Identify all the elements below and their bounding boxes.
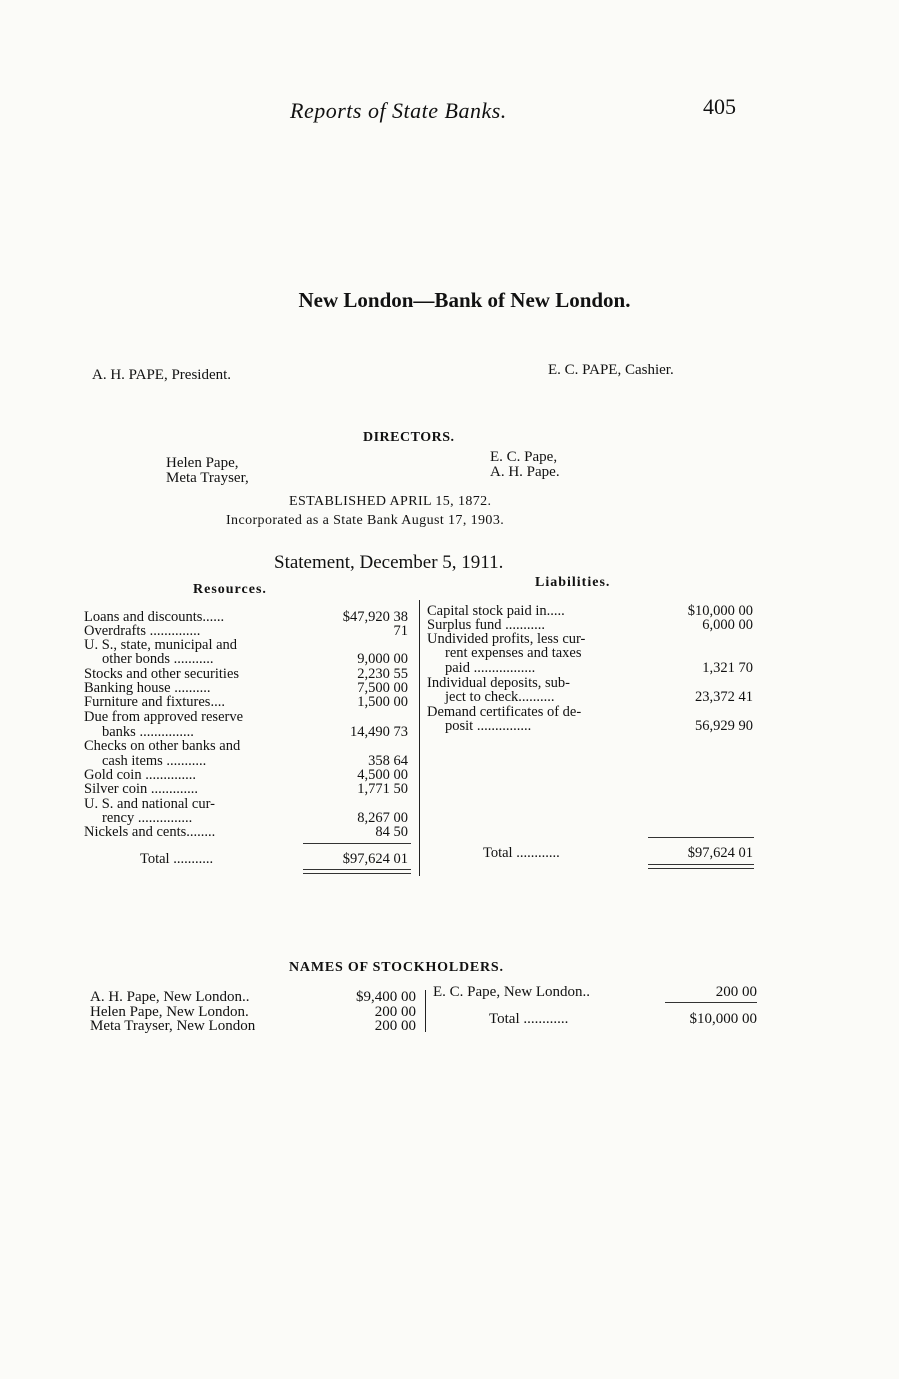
resources-heading: Resources. [193, 582, 267, 597]
resource-row: Nickels and cents........ 84 50 [84, 824, 408, 840]
incorporated-date: Incorporated as a State Bank August 17, 1903. [226, 513, 505, 528]
resource-row: Due from approved reserve [84, 709, 244, 725]
resource-row: Banking house .......... 7,500 00 [84, 680, 408, 696]
statement-title: Statement, December 5, 1911. [274, 552, 504, 573]
director-right-1: E. C. Pape, [490, 449, 558, 465]
page-number: 405 [703, 94, 736, 119]
resource-row: cash items ........... 358 64 [102, 753, 408, 769]
director-right-2: A. H. Pape. [490, 464, 560, 480]
established-date: ESTABLISHED APRIL 15, 1872. [289, 494, 492, 509]
resource-row: Overdrafts .............. 71 [84, 623, 408, 639]
stockholders-divider [425, 990, 426, 1032]
resource-row: other bonds ........... 9,000 00 [102, 651, 408, 667]
liabilities-total-rule [648, 864, 754, 865]
resource-row: U. S., state, municipal and [84, 637, 238, 653]
president: A. H. PAPE, President. [92, 367, 232, 383]
resources-total-row: Total ........... $97,624 01 [140, 851, 408, 867]
liability-row: Surplus fund ........... 6,000 00 [427, 617, 753, 633]
stockholder-row: Helen Pape, New London. 200 00 [90, 1004, 416, 1020]
resources-total-rule [303, 873, 411, 874]
resource-row: Silver coin ............. 1,771 50 [84, 781, 408, 797]
liability-row: Capital stock paid in..... $10,000 00 [427, 603, 753, 619]
liability-row: ject to check.......... 23,372 41 [445, 689, 753, 705]
resource-row: Gold coin .............. 4,500 00 [84, 767, 408, 783]
liabilities-total-rule [648, 868, 754, 869]
stockholder-row: A. H. Pape, New London.. $9,400 00 [90, 989, 416, 1005]
column-divider [419, 600, 420, 876]
liabilities-total-row: Total ............ $97,624 01 [483, 845, 753, 861]
liability-row: Demand certificates of de- [427, 704, 582, 720]
bank-title: New London—Bank of New London. [298, 288, 631, 312]
liability-row: rent expenses and taxes [445, 645, 582, 661]
stockholder-row: Meta Trayser, New London 200 00 [90, 1018, 416, 1034]
stockholders-total-row: Total ............ $10,000 00 [489, 1011, 757, 1027]
cashier: E. C. PAPE, Cashier. [548, 362, 674, 378]
resources-total-rule [303, 869, 411, 870]
running-title: Reports of State Banks. [290, 98, 507, 123]
director-left-1: Helen Pape, [166, 455, 239, 471]
liabilities-subtotal-rule [648, 837, 754, 838]
resource-row: rency ............... 8,267 00 [102, 810, 408, 826]
resource-row: Stocks and other securities 2,230 55 [84, 666, 408, 682]
stockholders-total-rule [665, 1002, 757, 1003]
liabilities-heading: Liabilities. [535, 575, 611, 590]
liability-row: paid ................. 1,321 70 [445, 660, 753, 676]
directors-heading: DIRECTORS. [363, 430, 455, 445]
liability-row: Individual deposits, sub- [427, 675, 570, 691]
liability-row: Undivided profits, less cur- [427, 631, 586, 647]
director-left-2: Meta Trayser, [166, 470, 249, 486]
resource-row: U. S. and national cur- [84, 796, 215, 812]
resource-row: Checks on other banks and [84, 738, 241, 754]
resource-row: banks ............... 14,490 73 [102, 724, 408, 740]
liability-row: posit ............... 56,929 90 [445, 718, 753, 734]
stockholders-heading: NAMES OF STOCKHOLDERS. [289, 960, 504, 975]
stockholder-row: E. C. Pape, New London.. 200 00 [433, 984, 757, 1000]
resources-subtotal-rule [303, 843, 411, 844]
resource-row: Furniture and fixtures.... 1,500 00 [84, 694, 408, 710]
resource-row: Loans and discounts...... $47,920 38 [84, 609, 408, 625]
